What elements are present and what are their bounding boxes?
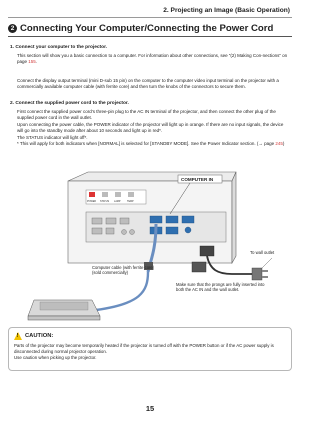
projector-illustration	[68, 172, 236, 263]
step1-text: This section will show you a basic connection to a computer. For information about other connections, see “(2) Making Con-nections” on page	[17, 53, 288, 65]
prongs-note	[176, 282, 264, 292]
header-divider	[8, 17, 292, 18]
caution-text-2: Use caution when picking up the projector.	[14, 355, 97, 360]
page-number: 15	[145, 404, 155, 413]
page-link-155[interactable]: 155	[28, 59, 36, 65]
power-indicator-light	[89, 192, 95, 197]
section-header: 2. Projecting an Image (Basic Operation)	[163, 7, 290, 14]
cable-label-line1: Computer cable (with ferrite core)	[92, 265, 155, 270]
step2-paragraph-1: First connect the supplied power cord’s three-pin plug to the AC IN terminal of the projector, and then connect the other plug of the supplied power cord in the wall outlet.	[17, 109, 276, 121]
step1-text-end: .	[35, 59, 38, 65]
caution-text-1: Parts of the projector may become temporarily heated if the projector is turned off with the POWER button or if the AC power supply is disconnected during normal projector operation.	[14, 343, 274, 354]
indicator-lamp-label: LAMP	[114, 200, 121, 203]
title-divider	[8, 36, 292, 37]
indicator-temp-label: TEMP	[127, 200, 134, 203]
laptop-illustration	[28, 300, 100, 320]
status-indicator-light	[102, 192, 108, 197]
step-number-badge: 2	[8, 24, 17, 33]
caution-title: CAUTION:	[25, 333, 54, 339]
caution-text	[14, 343, 286, 361]
step2-paragraph-3: The STATUS indicator will light off*.	[17, 135, 88, 140]
page-link-245[interactable]: 245	[275, 141, 283, 146]
step2-paragraph-2: Upon connecting the power cable, the POWER indicator of the projector will light up in orange. If there are no input signals, the device will go into the standby mode after about 10 seconds and light up in red*.	[17, 122, 284, 134]
computer-cable	[96, 272, 148, 310]
caution-heading	[14, 332, 53, 340]
prongs-note-line2: both the AC IN and the wall outlet.	[176, 287, 240, 293]
prongs-note-line1: Make sure that the prongs are fully inserted into	[176, 282, 265, 287]
note-text: * This will apply for both indicators when [NORMAL] is selected for [STANDBY MODE]. See the Power Indicator section. (→ page	[17, 141, 276, 146]
step1-heading: 1. Connect your computer to the projector.	[10, 45, 108, 50]
step1-paragraph-1	[17, 53, 288, 65]
step1-paragraph-2: Connect the display output terminal (mini D-sub 15 pin) on the computer to the computer video input terminal on the projector with a commercially available computer cable (with ferrite core) and then turn the knobs of the connectors to secure them.	[17, 78, 279, 90]
cable-label	[92, 265, 154, 275]
lamp-indicator-light	[115, 192, 121, 197]
indicator-power-label: POWER	[87, 200, 97, 203]
warning-icon: !	[14, 332, 22, 340]
page-title	[8, 23, 273, 34]
indicator-status-label: STATUS	[100, 200, 110, 203]
connection-diagram	[0, 140, 300, 325]
note-text-end: )	[282, 141, 285, 146]
cable-label-line2: (sold commercially)	[92, 270, 129, 276]
step2-heading: 2. Connect the supplied power cord to the projector.	[10, 101, 129, 106]
page-title-text: Connecting Your Computer/Connecting the Power Cord	[20, 23, 274, 34]
ac-in-terminal	[200, 246, 214, 256]
wall-outlet-label: To wall outlet	[250, 250, 275, 255]
computer-in-label: COMPUTER IN	[181, 177, 214, 182]
temp-indicator-light	[128, 192, 134, 197]
